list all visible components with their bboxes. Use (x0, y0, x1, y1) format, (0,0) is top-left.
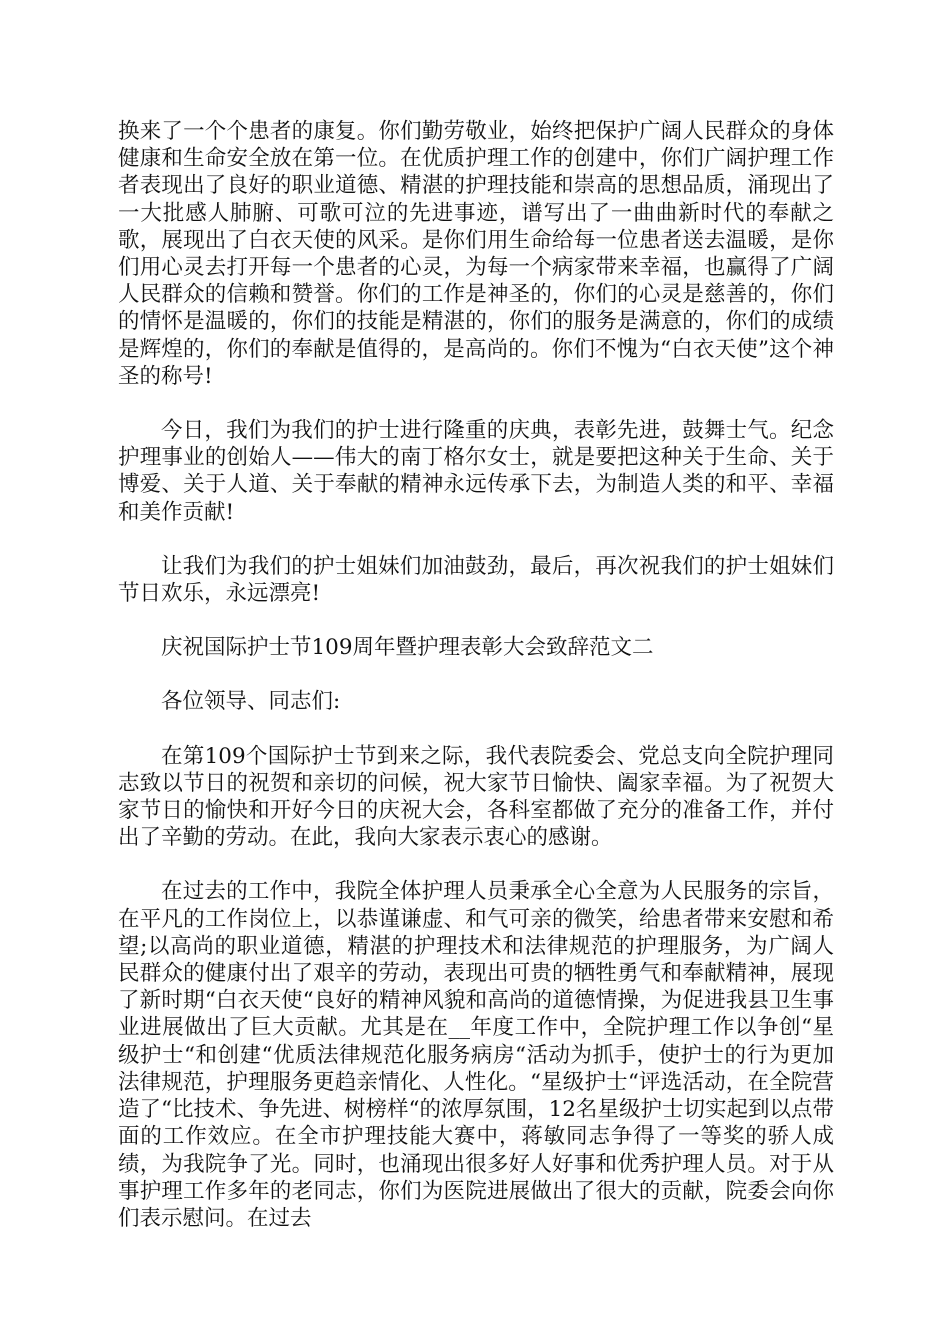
paragraph-greeting: 在第109个国际护士节到来之际，我代表院委会、党总支向全院护理同志致以节日的祝贺和亲切的问候，祝大家节日愉快、阖家幸福。为了祝贺大家节日的愉快和开好今日的庆祝大会，各科室都做了充分的准备工作，并付出了辛勤的劳动。在此，我向大家表示衷心的感谢。 (118, 743, 834, 851)
paragraph-celebration: 今日，我们为我们的护士进行隆重的庆典，表彰先进，鼓舞士气。纪念护理事业的创始人——伟大的南丁格尔女士，就是要把这种关于生命、关于博爱、关于人道、关于奉献的精神永远传承下去，为制造人类的和平、幸福和美作贡献! (118, 418, 834, 525)
paragraph-continuation: 换来了一个个患者的康复。你们勤劳敬业，始终把保护广阔人民群众的身体健康和生命安全放在第一位。在优质护理工作的创建中，你们广阔护理工作者表现出了良好的职业道德、精湛的护理技能和崇高的思想品质，涌现出了一大批感人肺腑、可歌可泣的先进事迹，谱写出了一曲曲新时代的奉献之歌，展现出了白衣天使的风采。是你们用生命给每一位患者送去温暖，是你们用心灵去打开每一个患者的心灵，为每一个病家带来幸福，也赢得了广阔人民群众的信赖和赞誉。你们的工作是神圣的，你们的心灵是慈善的，你们的情怀是温暖的，你们的技能是精湛的，你们的服务是满意的，你们的成绩是辉煌的，你们的奉献是值得的，是高尚的。你们不愧为“白衣天使”这个神圣的称号! (118, 119, 834, 389)
paragraph-achievements: 在过去的工作中，我院全体护理人员秉承全心全意为人民服务的宗旨，在平凡的工作岗位上，以恭谨谦虚、和气可亲的微笑，给患者带来安慰和希望;以高尚的职业道德，精湛的护理技术和法律规范的护理服务，为广阔人民群众的健康付出了艰辛的劳动，表现出可贵的牺牲勇气和奉献精神，展现了新时期“白衣天使“良好的精神风貌和高尚的道德情操，为促进我县卫生事业进展做出了巨大贡献。尤其是在__年度工作中，全院护理工作以争创“星级护士“和创建“优质法律规范化服务病房“活动为抓手，使护士的行为更加法律规范，护理服务更趋亲情化、人性化。“星级护士“评选活动，在全院营造了“比技术、争先进、树榜样“的浓厚氛围，12名星级护士切实起到以点带面的工作效应。在全市护理技能大赛中，蒋敏同志争得了一等奖的骄人成绩，为我院争了光。同时，也涌现出很多好人好事和优秀护理人员。对于从事护理工作多年的老同志，你们为医院进展做出了很大的贡献，院委会向你们表示慰问。在过去 (118, 879, 834, 1231)
document-page (118, 118, 834, 1232)
paragraph-closing-wish: 让我们为我们的护士姐妹们加油鼓劲，最后，再次祝我们的护士姐妹们节日欢乐，永远漂亮! (118, 553, 834, 607)
salutation: 各位领导、同志们: (161, 689, 341, 715)
section-heading: 庆祝国际护士节109周年暨护理表彰大会致辞范文二 (161, 635, 654, 661)
